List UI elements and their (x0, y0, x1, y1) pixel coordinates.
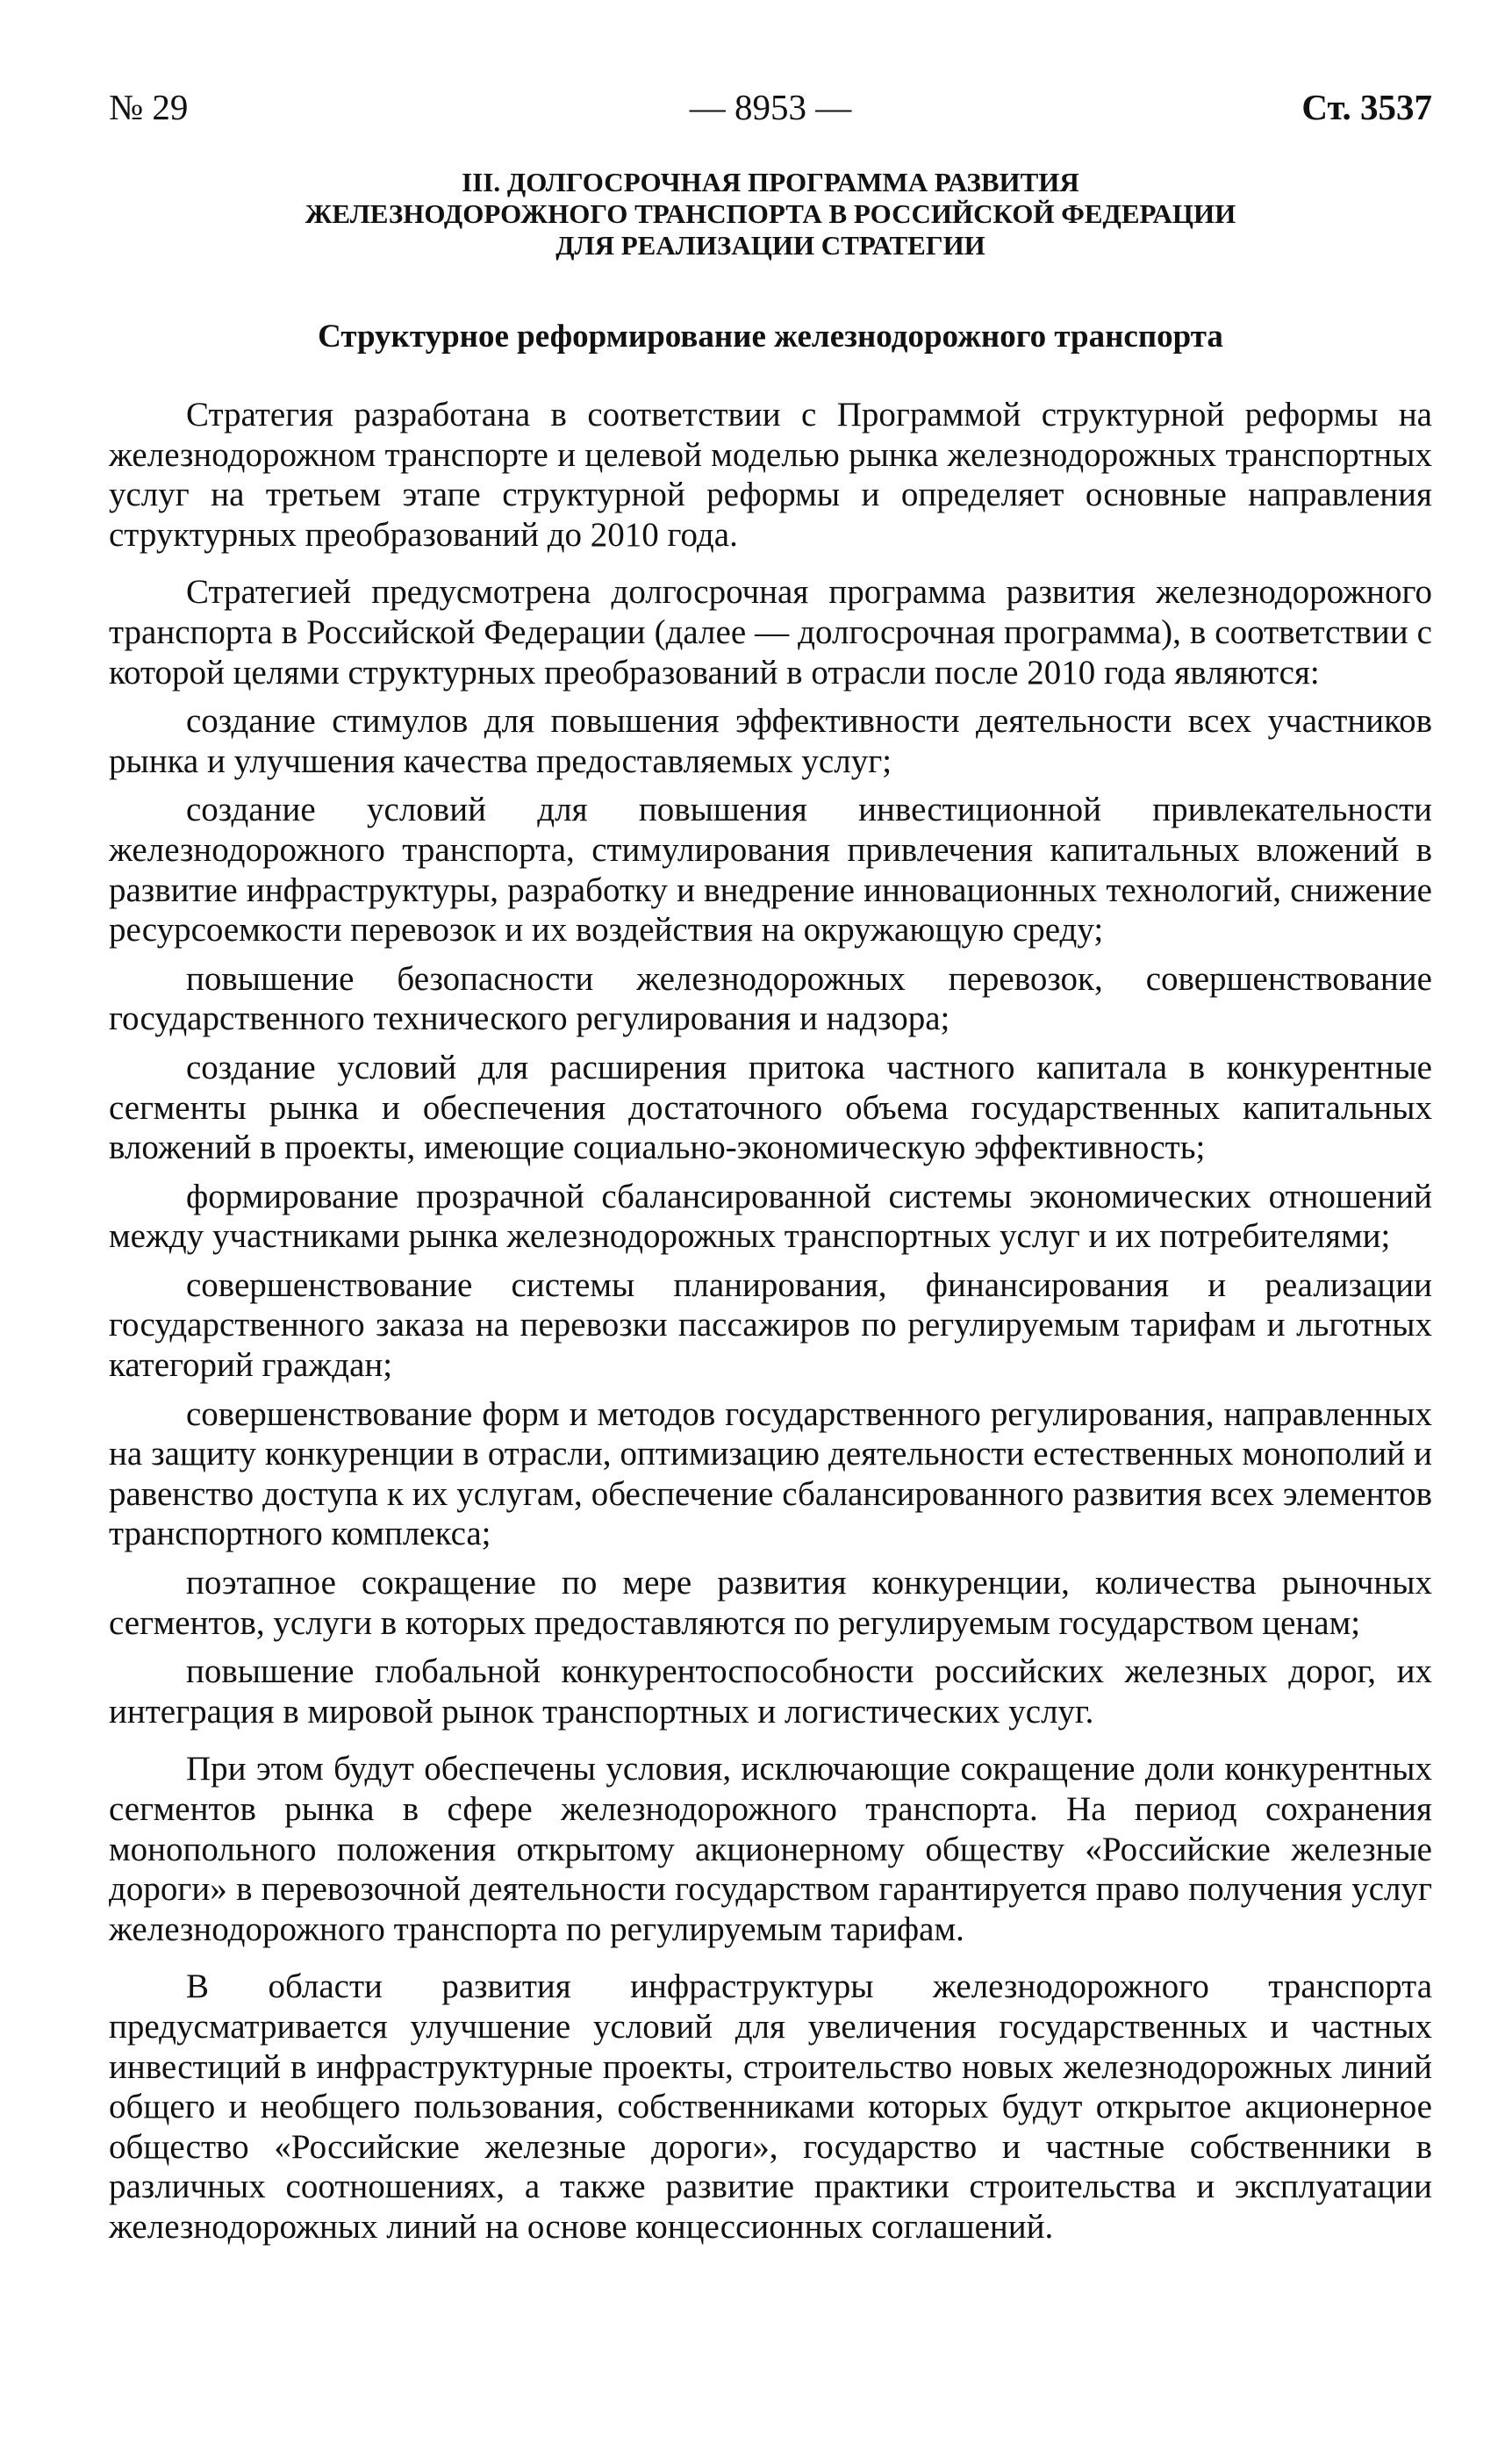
section-heading-line: ЖЕЛЕЗНОДОРОЖНОГО ТРАНСПОРТА В РОССИЙСКОЙ ФЕДЕРАЦИИ (305, 198, 1236, 229)
subheading: Структурное реформирование железнодорожного транспорта (318, 319, 1223, 355)
section-heading-line: ДЛЯ РЕАЛИЗАЦИИ СТРАТЕГИИ (555, 230, 985, 261)
goal-item: создание условий для повышения инвестиционной привлекательности железнодорожного транспорта, стимулирования привлечения капитальных вложений в развитие инфраструктуры, разработку и внедрение инновационных технологий, снижение ресурсоемкости перевозок и их воздействия на окружающую среду; (109, 791, 1432, 950)
article-number: Ст. 3537 (1301, 87, 1432, 127)
goal-item: повышение безопасности железнодорожных перевозок, совершенствование государственного технического регулирования и надзора; (109, 959, 1432, 1038)
goal-item: поэтапное сокращение по мере развития конкуренции, количества рыночных сегментов, услуги в которых предоставляются по регулируемым государством ценам; (109, 1564, 1432, 1642)
goal-item: создание стимулов для повышения эффективности деятельности всех участников рынка и улучшения качества предоставляемых услуг; (109, 702, 1432, 780)
goal-item: совершенствование системы планирования, финансирования и реализации государственного заказа на перевозки пассажиров по регулируемым тарифам и льготных категорий граждан; (109, 1265, 1432, 1385)
section-heading-line: III. ДОЛГОСРОЧНАЯ ПРОГРАММА РАЗВИТИЯ (462, 167, 1079, 197)
paragraph: Стратегией предусмотрена долгосрочная программа развития железнодорожного транспорта в Российской Федерации (далее — долгосрочная программа), в соответствии с которой целями структурных преобразований в отрасли после 2010 года являются: (109, 573, 1432, 692)
page-number: — 8953 — (689, 87, 852, 127)
paragraph: Стратегия разработана в соответствии с Программой структурной реформы на железнодорожном транспорте и целевой моделью рынка железнодорожных транспортных услуг на третьем этапе структурной реформы и определяет основные направления структурных преобразований до 2010 года. (109, 396, 1432, 554)
goal-item: повышение глобальной конкурентоспособности российских железных дорог, их интеграция в мировой рынок транспортных и логистических услуг. (109, 1652, 1432, 1731)
document-page (109, 81, 1432, 2247)
issue-number: № 29 (109, 87, 189, 127)
section-heading (109, 167, 1432, 262)
paragraph: В области развития инфраструктуры железнодорожного транспорта предусматривается улучшение условий для увеличения государственных и частных инвестиций в инфраструктурные проекты, строительство новых железнодорожных линий общего и необщего пользования, собственниками которых будут открытое акционерное общество «Российские железные дороги», государство и частные собственники в различных соотношениях, а также развитие практики строительства и эксплуатации железнодорожных линий на основе концессионных соглашений. (109, 1967, 1432, 2246)
body-text (109, 395, 1432, 2247)
paragraph: При этом будут обеспечены условия, исключающие сокращение доли конкурентных сегментов рынка в сфере железнодорожного транспорта. На период сохранения монопольного положения открытому акционерному обществу «Российские железные дороги» в перевозочной деятельности государством гарантируется право получения услуг железнодорожного транспорта по регулируемым тарифам. (109, 1750, 1432, 1948)
goal-item: формирование прозрачной сбалансированной системы экономических отношений между участниками рынка железнодорожных транспортных услуг и их потребителями; (109, 1177, 1432, 1256)
goal-item: совершенствование форм и методов государственного регулирования, направленных на защиту конкуренции в отрасли, оптимизацию деятельности естественных монополий и равенство доступа к их услугам, обеспечение сбалансированного развития всех элементов транспортного комплекса; (109, 1394, 1432, 1553)
goal-item: создание условий для расширения притока частного капитала в конкурентные сегменты рынка и обеспечения достаточного объема государственных капитальных вложений в проекты, имеющие социально-экономическую эффективность; (109, 1048, 1432, 1167)
running-header (109, 81, 1432, 133)
